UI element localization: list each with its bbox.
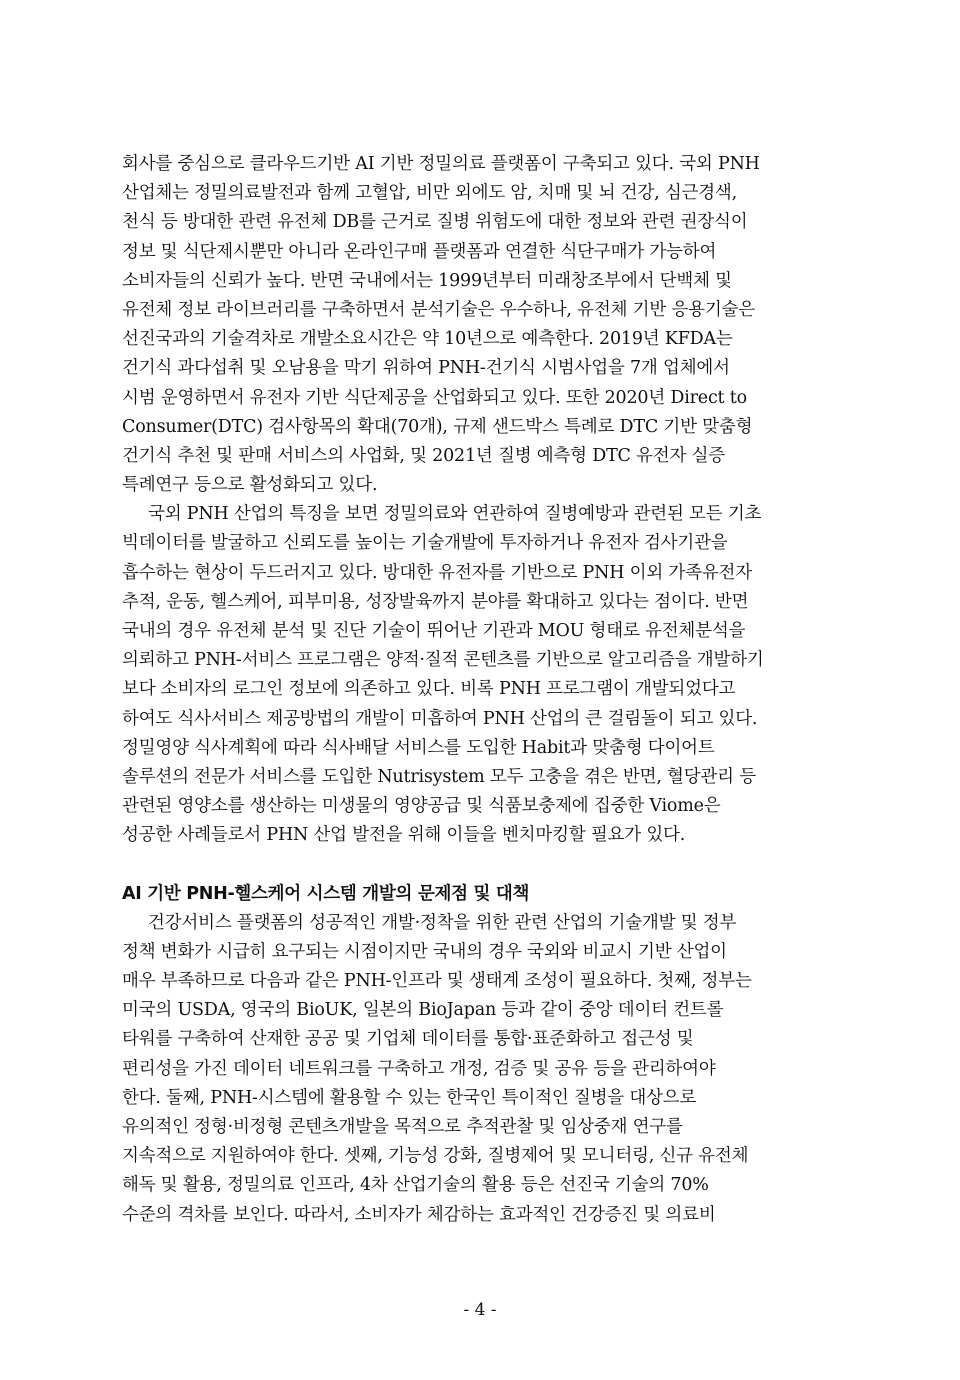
paragraph-line: 한다. 둘째, PNH-시스템에 활용할 수 있는 한국인 특이적인 질병을 대상으로 [122, 1087, 697, 1108]
paragraph-line: 해독 및 활용, 정밀의료 인프라, 4차 산업기술의 활용 등은 선진국 기술의 70% [122, 1175, 709, 1196]
paragraph-line: 국외 PNH 산업의 특징을 보면 정밀의료와 연관하여 질병예방과 관련된 모든 기초 [148, 504, 762, 525]
paragraph-line: 정밀영양 식사계획에 따라 식사배달 서비스를 도입한 Habit과 맞춤형 다이어트 [122, 737, 715, 758]
page-number: - 4 - [463, 1300, 497, 1320]
paragraph-line: 시범 운영하면서 유전자 기반 식단제공을 산업화되고 있다. 또한 2020년 Direct to [122, 387, 747, 408]
paragraph-2 [122, 500, 834, 850]
paragraph-line: 수준의 격차를 보인다. 따라서, 소비자가 체감하는 효과적인 건강증진 및 의료비 [122, 1204, 716, 1225]
paragraph-line: Consumer(DTC) 검사항목의 확대(70개), 규제 샌드박스 특례로 DTC 기반 맞춤형 [122, 416, 753, 437]
paragraph-line: 타워를 구축하여 산재한 공공 및 기업체 데이터를 통합·표준화하고 접근성 및 [122, 1029, 694, 1050]
paragraph-1 [122, 150, 834, 500]
paragraph-3 [122, 909, 834, 1230]
paragraph-line: 빅데이터를 발굴하고 신뢰도를 높이는 기술개발에 투자하거나 유전자 검사기관을 [122, 533, 728, 554]
paragraph-line: 건강서비스 플랫폼의 성공적인 개발·정착을 위한 관련 산업의 기술개발 및 정부 [148, 912, 737, 933]
paragraph-line: 정책 변화가 시급히 요구되는 시점이지만 국내의 경우 국외와 비교시 기반 산업이 [122, 941, 727, 962]
paragraph-line: 정보 및 식단제시뿐만 아니라 온라인구매 플랫폼과 연결한 식단구매가 가능하여 [122, 241, 717, 262]
paragraph-line: 하여도 식사서비스 제공방법의 개발이 미흡하여 PNH 산업의 큰 걸림돌이 되고 있다. [122, 708, 758, 729]
paragraph-line: 건기식 추천 및 판매 서비스의 사업화, 및 2021년 질병 예측형 DTC 유전자 실증 [122, 445, 725, 466]
paragraph-line: 편리성을 가진 데이터 네트워크를 구축하고 개정, 검증 및 공유 등을 관리하여야 [122, 1058, 716, 1079]
paragraph-line: 유전체 정보 라이브러리를 구축하면서 분석기술은 우수하나, 유전체 기반 응용기술은 [122, 299, 755, 320]
paragraph-line: 추적, 운동, 헬스케어, 피부미용, 성장발육까지 분야를 확대하고 있다는 점이다. 반면 [122, 591, 749, 612]
paragraph-line: 국내의 경우 유전체 분석 및 진단 기술이 뛰어난 기관과 MOU 형태로 유전체분석을 [122, 621, 746, 641]
paragraph-line: 선진국과의 기술격차로 개발소요시간은 약 10년으로 예측한다. 2019년 KFDA는 [122, 329, 733, 350]
paragraph-line: 특례연구 등으로 활성화되고 있다. [122, 475, 378, 496]
paragraph-line: 천식 등 방대한 관련 유전체 DB를 근거로 질병 위험도에 대한 정보와 관련 권장식이 [122, 212, 748, 233]
paragraph-line: 매우 부족하므로 다음과 같은 PNH-인프라 및 생태계 조성이 필요하다. 첫째, 정부는 [122, 971, 752, 992]
paragraph-line: 미국의 USDA, 영국의 BioUK, 일본의 BioJapan 등과 같이 중앙 데이터 컨트롤 [122, 1000, 724, 1021]
paragraph-line: 회사를 중심으로 클라우드기반 AI 기반 정밀의료 플랫폼이 구축되고 있다. 국외 PNH [122, 154, 760, 174]
paragraph-line: 보다 소비자의 로그인 정보에 의존하고 있다. 비록 PNH 프로그램이 개발되었다고 [122, 679, 736, 700]
paragraph-line: 성공한 사례들로서 PHN 산업 발전을 위해 이들을 벤치마킹할 필요가 있다. [122, 825, 686, 846]
paragraph-line: 지속적으로 지원하여야 한다. 셋째, 기능성 강화, 질병제어 및 모니터링, 신규 유전체 [122, 1146, 749, 1167]
paragraph-line: 흡수하는 현상이 두드러지고 있다. 방대한 유전자를 기반으로 PNH 이외 가족유전자 [122, 562, 752, 583]
paragraph-line: 건기식 과다섭취 및 오남용을 막기 위하여 PNH-건기식 시범사업을 7개 업체에서 [122, 358, 730, 379]
document-body [122, 150, 834, 1230]
paragraph-line: 관련된 영양소를 생산하는 미생물의 영양공급 및 식품보충제에 집중한 Viome은 [122, 796, 721, 817]
paragraph-line: 산업체는 정밀의료발전과 함께 고혈압, 비만 외에도 암, 치매 및 뇌 건강, 심근경색, [122, 183, 737, 204]
paragraph-line: 유의적인 정형·비정형 콘텐츠개발을 목적으로 추적관찰 및 임상중재 연구를 [122, 1117, 683, 1137]
paragraph-line: 솔루션의 전문가 서비스를 도입한 Nutrisystem 모두 고충을 겪은 반면, 혈당관리 등 [122, 766, 756, 787]
paragraph-line: 소비자들의 신뢰가 높다. 반면 국내에서는 1999년부터 미래창조부에서 단백체 및 [122, 270, 732, 291]
paragraph-line: 의뢰하고 PNH-서비스 프로그램은 양적·질적 콘텐츠를 기반으로 알고리즘을 개발하기 [122, 650, 764, 671]
section-heading: AI 기반 PNH-헬스케어 시스템 개발의 문제점 및 대책 [122, 883, 530, 904]
